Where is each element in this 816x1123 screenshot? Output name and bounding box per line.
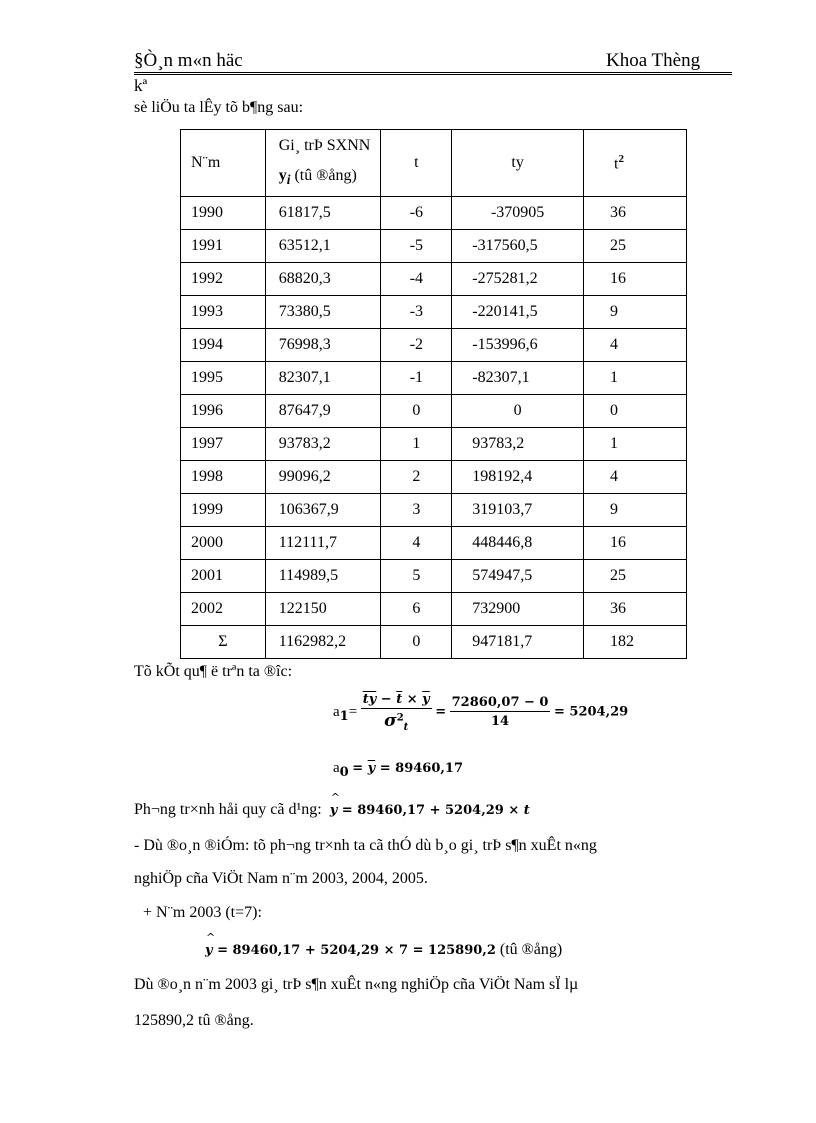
total-cell-t: 0	[381, 626, 452, 659]
cell-ty: 93783,2	[452, 428, 584, 461]
cell-year: 1994	[181, 329, 266, 362]
cell-ty: -82307,1	[452, 362, 584, 395]
cell-t2: 36	[583, 197, 686, 230]
cell-t2: 9	[583, 296, 686, 329]
table-row	[181, 428, 687, 461]
cell-ty: 574947,5	[452, 560, 584, 593]
table-row	[181, 230, 687, 263]
cell-ty: 0	[452, 395, 584, 428]
trend-line: Ph¬ng tr×nh håi quy cã d¹ng: ^ y = 89460,17 + 5204,29 × t	[134, 801, 530, 819]
cell-value: 87647,9	[265, 395, 381, 428]
table-row	[181, 527, 687, 560]
conclusion-2: 125890,2 tû ®ång.	[134, 1012, 254, 1029]
cell-ty: -153996,6	[452, 329, 584, 362]
cell-t2: 4	[583, 329, 686, 362]
cell-value: 99096,2	[265, 461, 381, 494]
cell-year: 1990	[181, 197, 266, 230]
cell-year: 1999	[181, 494, 266, 527]
stray-text: kª	[134, 76, 148, 95]
header-t: t	[381, 130, 452, 197]
total-sigma: Σ	[181, 626, 266, 659]
cell-t: 0	[381, 395, 452, 428]
cell-value: 73380,5	[265, 296, 381, 329]
cell-ty: -275281,2	[452, 263, 584, 296]
cell-year: 1993	[181, 296, 266, 329]
year-2003: + N¨m 2003 (t=7):	[143, 904, 262, 921]
header-value	[265, 130, 381, 197]
cell-t: 1	[381, 428, 452, 461]
cell-value: 122150	[265, 593, 381, 626]
cell-t2: 25	[583, 230, 686, 263]
header-ty: ty	[452, 130, 584, 197]
total-cell-ty: 947181,7	[452, 626, 584, 659]
formula-a0: $a_0 = \overline{y} = 89460,17$	[333, 760, 463, 780]
cell-t2: 25	[583, 560, 686, 593]
cell-value: 63512,1	[265, 230, 381, 263]
cell-value: 61817,5	[265, 197, 381, 230]
table-row	[181, 593, 687, 626]
cell-t: 4	[381, 527, 452, 560]
table-row	[181, 329, 687, 362]
cell-t: 5	[381, 560, 452, 593]
table-row	[181, 197, 687, 230]
cell-value: 82307,1	[265, 362, 381, 395]
header-subject: §Ò¸n m«n häc	[134, 50, 243, 71]
intro-text: sè liÖu ta lÊy tõ b¶ng sau:	[134, 99, 304, 116]
cell-t: 3	[381, 494, 452, 527]
cell-ty: -370905	[452, 197, 584, 230]
cell-t: -5	[381, 230, 452, 263]
cell-t: -4	[381, 263, 452, 296]
cell-t: -3	[381, 296, 452, 329]
cell-year: 1995	[181, 362, 266, 395]
cell-t: -1	[381, 362, 452, 395]
cell-t2: 36	[583, 593, 686, 626]
result-intro: Tõ kÕt qu¶ ë trªn ta ®îc:	[134, 663, 293, 680]
cell-year: 1997	[181, 428, 266, 461]
table-header-row	[181, 130, 687, 197]
page-header	[134, 50, 732, 75]
forecast-equation: ^ y = 89460,17 + 5204,29 × 7 = 125890,2 (tû ®ång)	[205, 941, 562, 959]
cell-year: 1998	[181, 461, 266, 494]
cell-t2: 16	[583, 263, 686, 296]
table-total-row	[181, 626, 687, 659]
header-value-title: Gi¸ trÞ SXNN	[278, 136, 371, 154]
total-cell-t2: 182	[583, 626, 686, 659]
cell-ty: 732900	[452, 593, 584, 626]
cell-year: 2001	[181, 560, 266, 593]
cell-t: -6	[381, 197, 452, 230]
forecast-intro-1: - Dù ®o¸n ®iÓm: tõ ph¬ng tr×nh ta cã thÓ dù b¸o gi¸ trÞ s¶n xuÊt n«ng	[134, 837, 597, 854]
cell-t2: 16	[583, 527, 686, 560]
header-value-unit: $y_i$ (tû ®ång)	[278, 166, 357, 188]
formula-a1: $a_1=$ $\frac{\overline{ty} - \overline{t} \times \overline{y}}{\sigma^2_t}$ = $\frac{72860,07 - 0}{14}$ = 5204,29	[333, 692, 629, 733]
cell-ty: -317560,5	[452, 230, 584, 263]
conclusion-1: Dù ®o¸n n¨m 2003 gi¸ trÞ s¶n xuÊt n«ng nghiÖp cña ViÖt Nam sÏ lµ	[134, 976, 579, 993]
cell-value: 93783,2	[265, 428, 381, 461]
cell-t2: 1	[583, 428, 686, 461]
cell-value: 112111,7	[265, 527, 381, 560]
cell-ty: 198192,4	[452, 461, 584, 494]
cell-year: 1992	[181, 263, 266, 296]
cell-ty: -220141,5	[452, 296, 584, 329]
cell-value: 114989,5	[265, 560, 381, 593]
cell-t2: 9	[583, 494, 686, 527]
cell-t: 6	[381, 593, 452, 626]
table-row	[181, 494, 687, 527]
table-row	[181, 461, 687, 494]
cell-t2: 1	[583, 362, 686, 395]
data-table	[180, 129, 687, 659]
cell-value: 68820,3	[265, 263, 381, 296]
cell-value: 106367,9	[265, 494, 381, 527]
cell-year: 1991	[181, 230, 266, 263]
cell-ty: 319103,7	[452, 494, 584, 527]
cell-year: 2002	[181, 593, 266, 626]
table-row	[181, 296, 687, 329]
header-year: N¨m	[181, 130, 266, 197]
header-department: Khoa Thèng	[606, 50, 701, 71]
table-row	[181, 395, 687, 428]
cell-t2: 0	[583, 395, 686, 428]
cell-value: 76998,3	[265, 329, 381, 362]
table-row	[181, 362, 687, 395]
forecast-intro-2: nghiÖp cña ViÖt Nam n¨m 2003, 2004, 2005.	[134, 870, 428, 887]
cell-t: -2	[381, 329, 452, 362]
table-row	[181, 560, 687, 593]
cell-t2: 4	[583, 461, 686, 494]
cell-year: 1996	[181, 395, 266, 428]
table-row	[181, 263, 687, 296]
header-t-squared: $t^2$	[583, 130, 686, 197]
cell-year: 2000	[181, 527, 266, 560]
total-cell-value: 1162982,2	[265, 626, 381, 659]
cell-t: 2	[381, 461, 452, 494]
cell-ty: 448446,8	[452, 527, 584, 560]
